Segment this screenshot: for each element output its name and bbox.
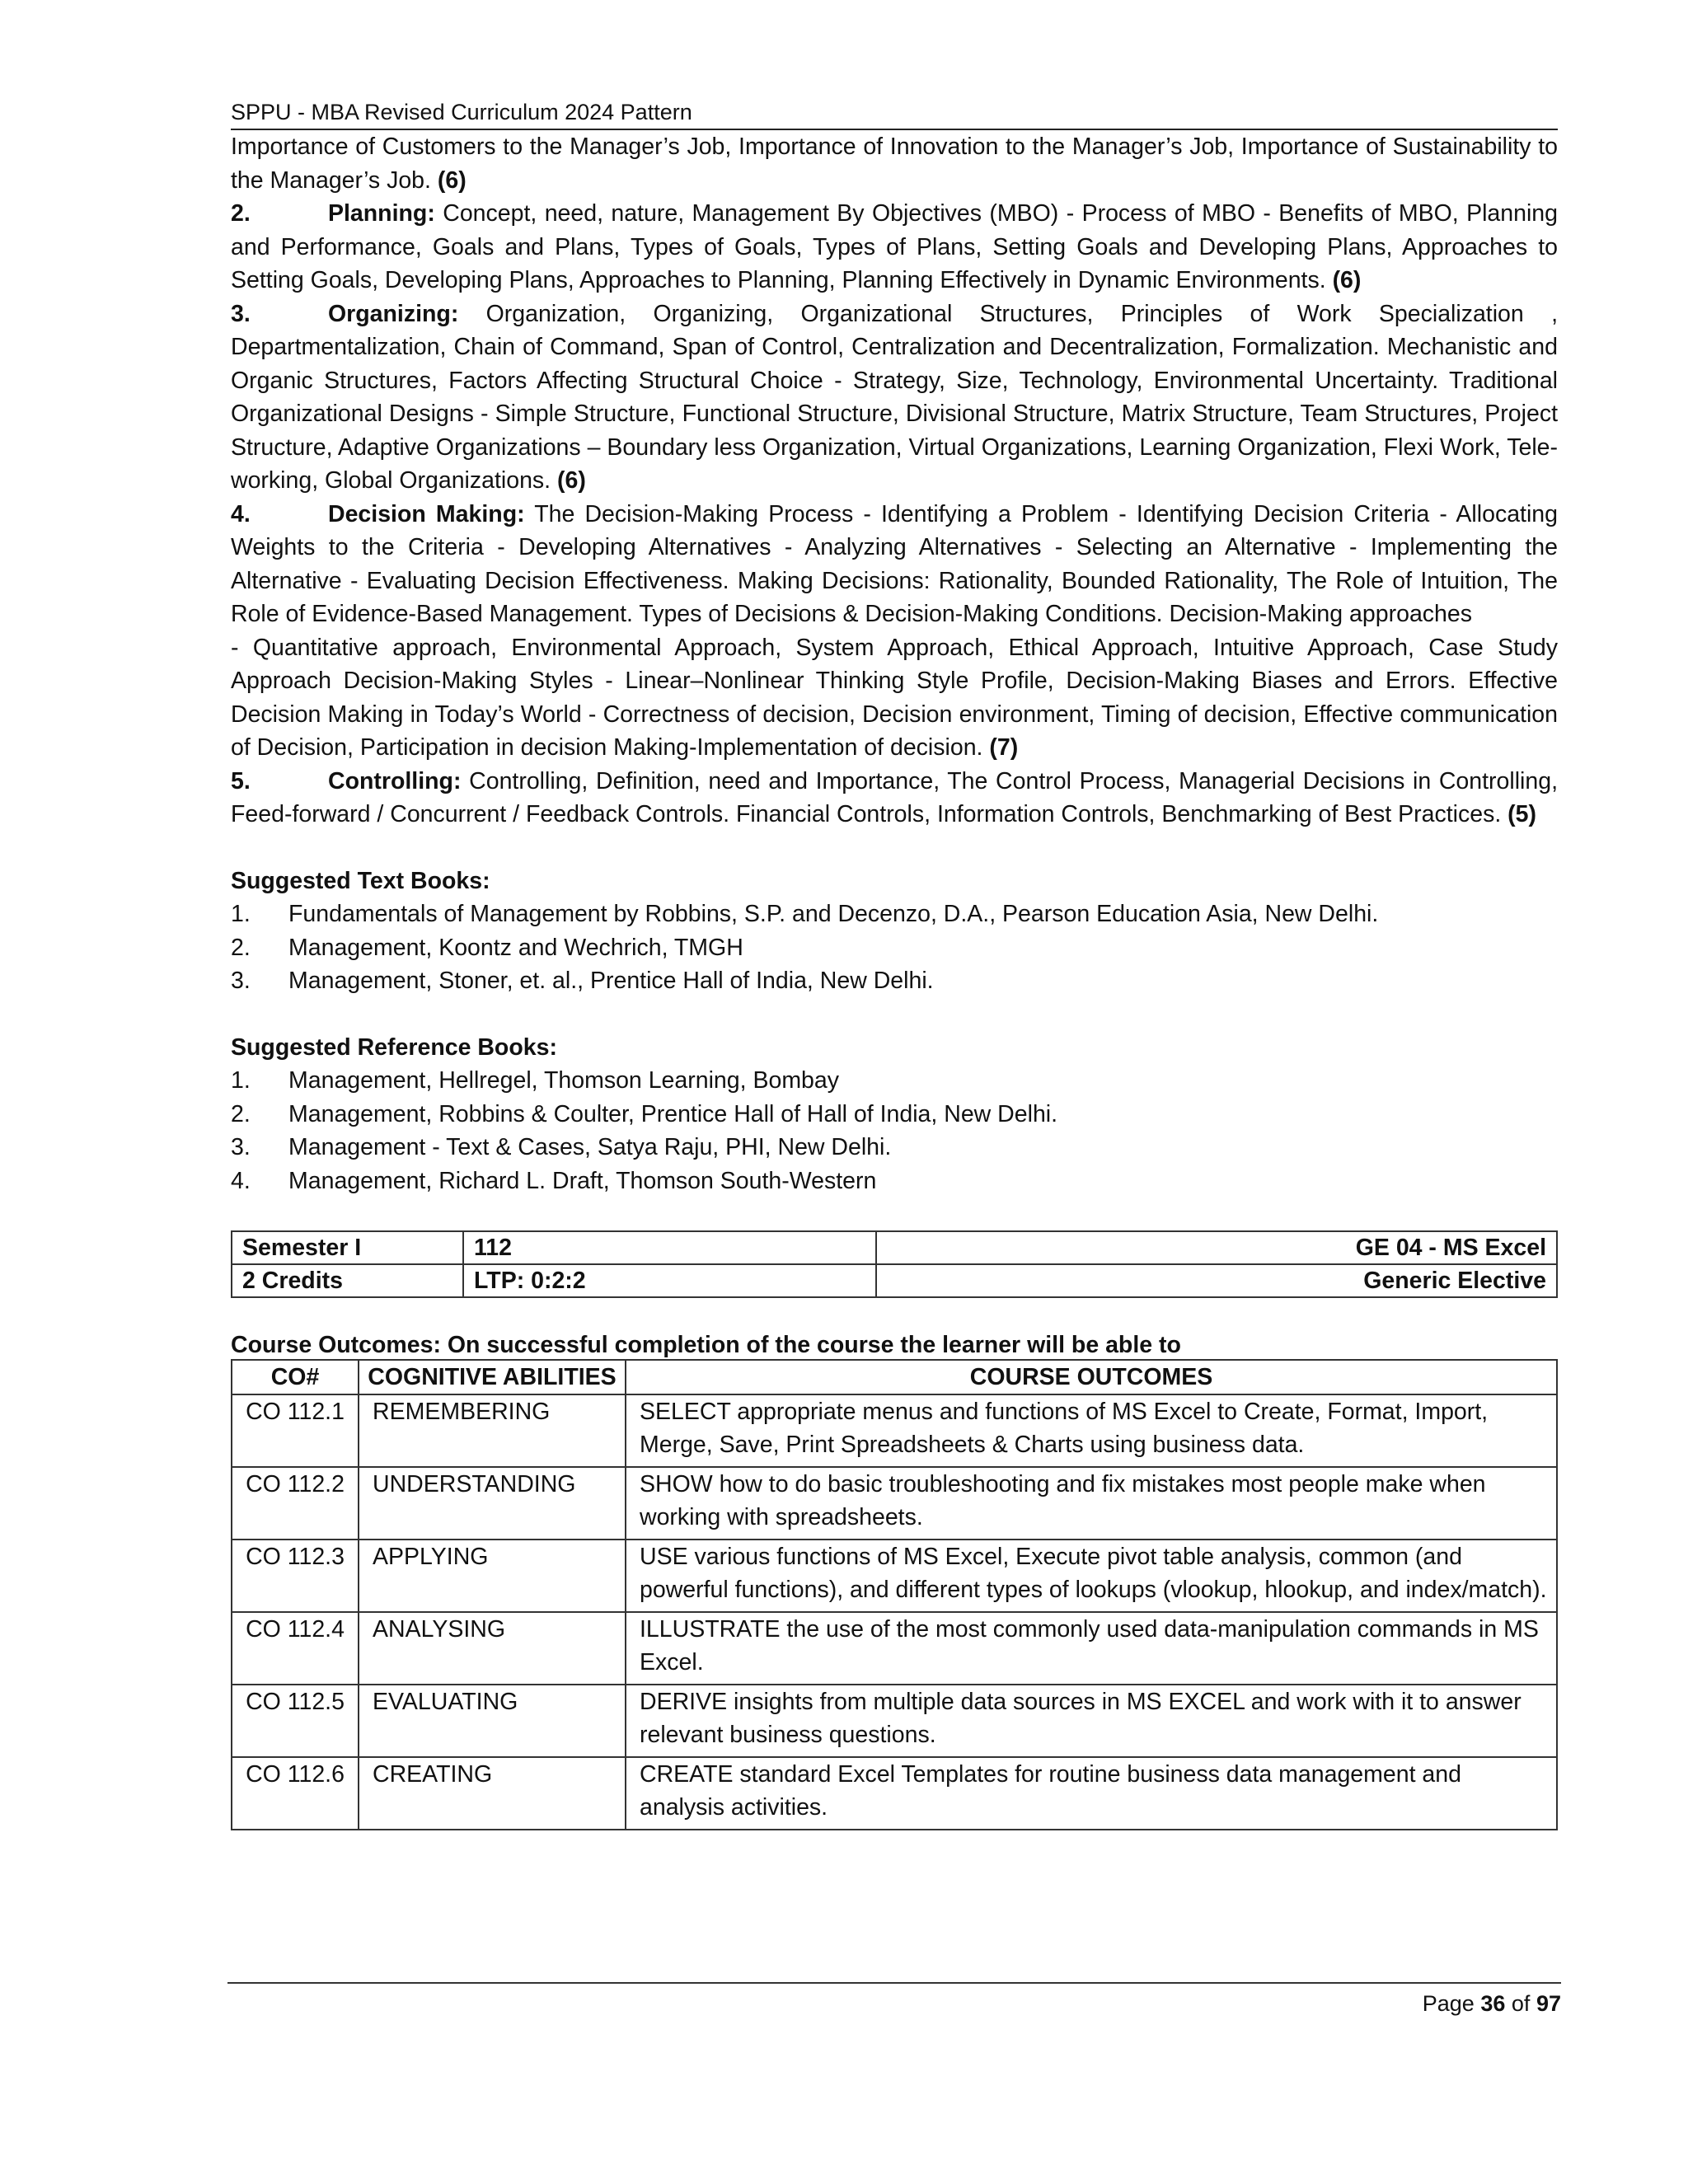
co-ability: APPLYING	[359, 1540, 626, 1612]
unit-number: 2.	[231, 200, 251, 227]
page-total: 97	[1536, 1991, 1561, 2016]
reference-books-heading: Suggested Reference Books:	[231, 1033, 557, 1061]
item-text: Management, Robbins & Coulter, Prentice Hall of Hall of India, New Delhi.	[288, 1100, 1058, 1127]
item-number: 4.	[231, 1167, 251, 1194]
co-id: CO 112.4	[232, 1612, 359, 1685]
table-header-row	[232, 1360, 1557, 1394]
course-code-cell: 112	[463, 1231, 876, 1264]
item-text: Management, Koontz and Wechrich, TMGH	[288, 934, 743, 961]
item-text: Management - Text & Cases, Satya Raju, PHI, New Delhi.	[288, 1134, 892, 1160]
item-number: 3.	[231, 1134, 251, 1160]
unit-title: Controlling:	[328, 767, 462, 794]
unit-number: 5.	[231, 767, 251, 794]
item-number: 3.	[231, 968, 251, 994]
co-outcome: SHOW how to do basic troubleshooting and fix mistakes most people make when working with spreadsheets.	[626, 1467, 1557, 1540]
table-row	[232, 1467, 1557, 1540]
item-text: Fundamentals of Management by Robbins, S.P. and Decenzo, D.A., Pearson Education Asia, New Delhi.	[288, 901, 1379, 927]
unit-controlling	[231, 765, 1558, 832]
unit-continuation-text: - Quantitative approach, Environmental Approach, System Approach, Ethical Approach, Intuitive Approach, Case Study Approach Decision-Making Styles - Linear–Nonlinear Thinking Style Profile, Decision-Making Biases and Errors. Effective Decision Making in Today’s World - Correctness of decision, Decision environment, Timing of decision, Effective communication of Decision, Participation in decision Making-Implementation of decision.	[231, 634, 1558, 761]
unit-text: Organization, Organizing, Organizational Structures, Principles of Work Specialization , Departmentalization, Chain of Command, Span of Control, Centralization and Decentralization, Formalization. Mechanistic and Organic Structures, Factors Affecting Structural Choice - Strategy, Size, Technology, Environmental Uncertainty. Traditional Organizational Designs - Simple Structure, Functional Structure, Divisional Structure, Matrix Structure, Team Structures, Project Structure, Adaptive Organizations – Boundary less Organization, Virtual Organizations, Learning Organization, Flexi Work, Tele-working, Global Organizations.	[231, 300, 1558, 494]
page-number: 36	[1480, 1991, 1506, 2016]
unit-decision-making	[231, 498, 1558, 631]
unit-title: Planning:	[328, 200, 435, 227]
column-header: CO#	[232, 1360, 359, 1394]
unit-number: 4.	[231, 500, 251, 527]
co-id: CO 112.1	[232, 1394, 359, 1467]
footer-rule	[227, 1982, 1561, 1984]
intro-paragraph	[231, 130, 1558, 197]
reference-books-list	[231, 1064, 1558, 1197]
column-header: COURSE OUTCOMES	[626, 1360, 1557, 1394]
item-number: 1.	[231, 1067, 251, 1094]
table-row	[232, 1394, 1557, 1467]
unit-planning	[231, 197, 1558, 298]
unit-hours: (5)	[1507, 801, 1537, 827]
course-outcomes-heading: Course Outcomes: On successful completion of the course the learner will be able to	[231, 1332, 1181, 1358]
course-info-table	[231, 1230, 1558, 1298]
course-outcomes-table	[231, 1359, 1558, 1830]
page-footer	[1423, 1989, 1561, 2018]
column-header: COGNITIVE ABILITIES	[359, 1360, 626, 1394]
unit-organizing	[231, 298, 1558, 498]
co-outcome: USE various functions of MS Excel, Execute pivot table analysis, common (and powerful functions), and different types of lookups (vlookup, hlookup, and index/match).	[626, 1540, 1557, 1612]
co-ability: EVALUATING	[359, 1685, 626, 1757]
unit-decision-making-continuation	[231, 631, 1558, 765]
list-item	[231, 1165, 1558, 1198]
list-item	[231, 1098, 1558, 1132]
unit-text: Concept, need, nature, Management By Objectives (MBO) - Process of MBO - Benefits of MBO, Planning and Performance, Goals and Plans, Types of Goals, Types of Plans, Setting Goals and Developing Plans, Approaches to Setting Goals, Developing Plans, Approaches to Planning, Planning Effectively in Dynamic Environments.	[231, 200, 1558, 293]
table-row	[232, 1757, 1557, 1830]
table-row	[232, 1540, 1557, 1612]
co-outcome: CREATE standard Excel Templates for routine business data management and analysis activities.	[626, 1757, 1557, 1830]
table-row	[232, 1264, 1557, 1297]
unit-hours: (7)	[989, 734, 1019, 761]
co-outcome: DERIVE insights from multiple data sources in MS EXCEL and work with it to answer relevant business questions.	[626, 1685, 1557, 1757]
co-ability: CREATING	[359, 1757, 626, 1830]
co-outcome: SELECT appropriate menus and functions of MS Excel to Create, Format, Import, Merge, Save, Print Spreadsheets & Charts using business data.	[626, 1394, 1557, 1467]
text-books-heading: Suggested Text Books:	[231, 867, 490, 894]
list-item	[231, 964, 1558, 998]
unit-number: 3.	[231, 300, 251, 327]
document-page	[231, 97, 1558, 1830]
unit-hours: (6)	[557, 467, 586, 494]
co-id: CO 112.6	[232, 1757, 359, 1830]
list-item	[231, 1131, 1558, 1165]
item-number: 2.	[231, 934, 251, 961]
ltp-cell: LTP: 0:2:2	[463, 1264, 876, 1297]
intro-hours: (6)	[437, 166, 467, 194]
co-id: CO 112.5	[232, 1685, 359, 1757]
item-number: 1.	[231, 901, 251, 927]
text-books-list	[231, 898, 1558, 998]
list-item	[231, 898, 1558, 931]
co-ability: UNDERSTANDING	[359, 1467, 626, 1540]
co-id: CO 112.2	[232, 1467, 359, 1540]
syllabus-body	[231, 130, 1558, 1830]
unit-text: The Decision-Making Process - Identifying a Problem - Identifying Decision Criteria - Allocating Weights to the Criteria - Developing Alternatives - Analyzing Alternatives - Selecting an Alternative - Implementing the Alternative - Evaluating Decision Effectiveness. Making Decisions: Rationality, Bounded Rationality, The Role of Intuition, The Role of Evidence-Based Management. Types of Decisions & Decision-Making Conditions. Decision-Making approaches	[231, 500, 1558, 627]
unit-text: Controlling, Definition, need and Importance, The Control Process, Managerial Decisions in Controlling, Feed-forward / Concurrent / Feedback Controls. Financial Controls, Information Controls, Benchmarking of Best Practices.	[231, 767, 1558, 827]
co-id: CO 112.3	[232, 1540, 359, 1612]
list-item	[231, 1064, 1558, 1098]
table-row	[232, 1685, 1557, 1757]
credits-cell: 2 Credits	[232, 1264, 463, 1297]
item-text: Management, Hellregel, Thomson Learning, Bombay	[288, 1067, 840, 1094]
unit-hours: (6)	[1332, 267, 1362, 293]
co-ability: ANALYSING	[359, 1612, 626, 1685]
item-text: Management, Richard L. Draft, Thomson South-Western	[288, 1167, 877, 1194]
running-header: SPPU - MBA Revised Curriculum 2024 Pattern	[231, 97, 1558, 130]
page-of-label: of	[1511, 1991, 1531, 2016]
co-ability: REMEMBERING	[359, 1394, 626, 1467]
item-number: 2.	[231, 1100, 251, 1127]
list-item	[231, 931, 1558, 965]
course-type-cell: Generic Elective	[876, 1264, 1557, 1297]
table-row	[232, 1231, 1557, 1264]
semester-cell: Semester I	[232, 1231, 463, 1264]
intro-text: Importance of Customers to the Manager’s Job, Importance of Innovation to the Manager’s Job, Importance of Sustainability to the Manager’s Job.	[231, 134, 1558, 194]
unit-title: Organizing:	[328, 300, 459, 327]
item-text: Management, Stoner, et. al., Prentice Hall of India, New Delhi.	[288, 968, 934, 994]
co-outcome: ILLUSTRATE the use of the most commonly used data-manipulation commands in MS Excel.	[626, 1612, 1557, 1685]
table-row	[232, 1612, 1557, 1685]
course-title-cell: GE 04 - MS Excel	[876, 1231, 1557, 1264]
unit-title: Decision Making:	[328, 500, 525, 527]
page-label: Page	[1422, 1991, 1475, 2016]
